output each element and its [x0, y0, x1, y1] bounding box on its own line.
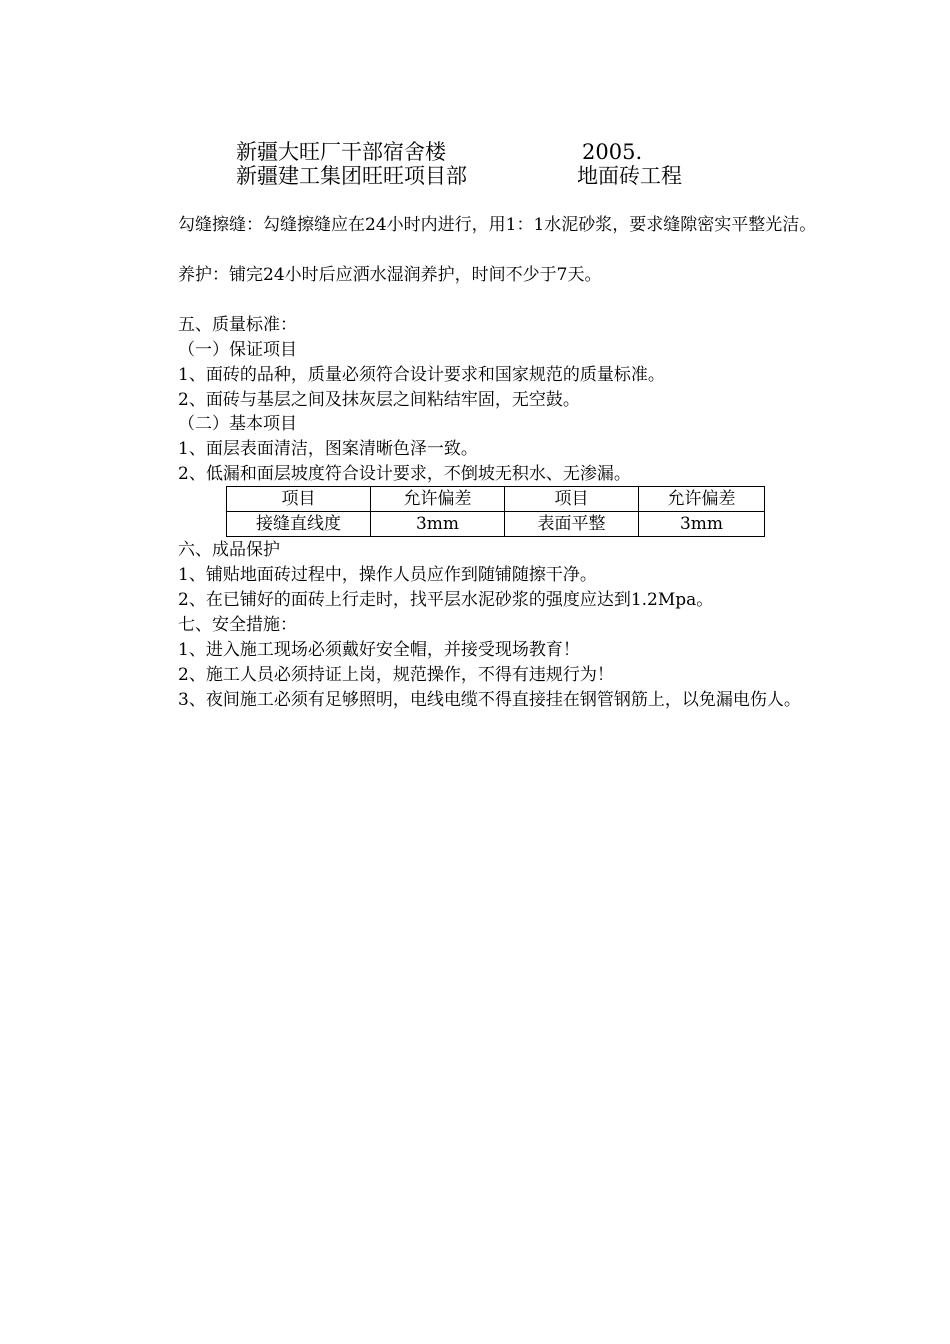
curing-paragraph: 养护：铺完24小时后应洒水湿润养护，时间不少于7天。 [178, 265, 602, 285]
table-header-cell: 项目 [505, 487, 639, 512]
basic-item: 1、面层表面清洁，图案清晰色泽一致。 [178, 439, 478, 459]
safety-item: 2、施工人员必须持证上岗，规范操作，不得有违规行为！ [178, 665, 614, 685]
protection-item: 2、在已铺好的面砖上行走时，找平层水泥砂浆的强度应达到1.2Mpa。 [178, 590, 714, 610]
safety-item: 3、夜间施工必须有足够照明，电线电缆不得直接挂在钢管钢筋上，以免漏电伤人。 [178, 690, 801, 710]
table-cell: 3mm [371, 512, 505, 537]
guarantee-item: 1、面砖的品种，质量必须符合设计要求和国家规范的质量标准。 [178, 365, 665, 385]
table-header-row [227, 487, 765, 512]
header-project-name: 新疆大旺厂干部宿舍楼 [236, 140, 446, 164]
safety-item: 1、进入施工现场必须戴好安全帽，并接受现场教育！ [178, 640, 580, 660]
table-header-cell: 项目 [227, 487, 371, 512]
table-header-cell: 允许偏差 [639, 487, 765, 512]
pointing-paragraph: 勾缝擦缝：勾缝擦缝应在24小时内进行，用1：1水泥砂浆，要求缝隙密实平整光洁。 [178, 215, 817, 235]
quality-section-title: 五、质量标准： [178, 315, 297, 335]
table-row [227, 512, 765, 537]
guarantee-item: 2、面砖与基层之间及抹灰层之间粘结牢固，无空鼓。 [178, 390, 580, 410]
protection-item: 1、铺贴地面砖过程中，操作人员应作到随铺随擦干净。 [178, 565, 597, 585]
table-cell: 接缝直线度 [227, 512, 371, 537]
tolerance-table [226, 486, 765, 537]
safety-section-title: 七、安全措施： [178, 615, 297, 635]
table-cell: 表面平整 [505, 512, 639, 537]
guarantee-subtitle: （一）保证项目 [178, 340, 297, 360]
protection-section-title: 六、成品保护 [178, 540, 280, 560]
header-work-type: 地面砖工程 [577, 164, 682, 188]
header-date: 2005. [582, 140, 643, 164]
table-header-cell: 允许偏差 [371, 487, 505, 512]
basic-subtitle: （二）基本项目 [178, 414, 297, 434]
basic-item: 2、低漏和面层坡度符合设计要求，不倒坡无积水、无渗漏。 [178, 464, 631, 484]
table-cell: 3mm [639, 512, 765, 537]
header-company: 新疆建工集团旺旺项目部 [236, 164, 467, 188]
